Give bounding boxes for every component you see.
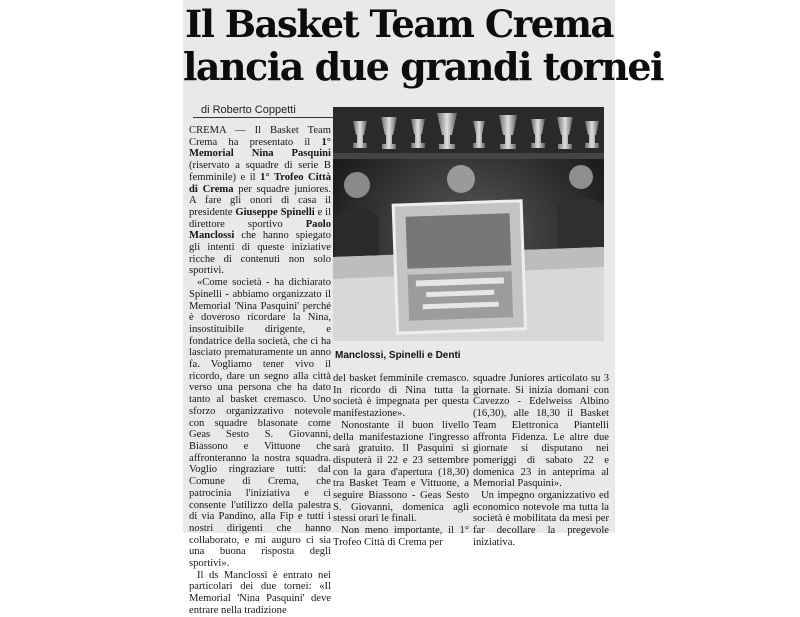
byline-rule	[193, 117, 333, 118]
article-paragraph: «Come società - ha dichiarato Spinelli - abbiamo organizzato il Memorial 'Nina Pasquini' perché è doveroso ricordare la Nina, insostituibile dirigente, e fondatrice della società, che ci ha lasciato prematuramente un anno fa. Vogliamo tener vivo il ricordo, dare un segno alla città verso una persona che ha dato tanto al basket cremasco. Uno sforzo organizzativo notevole con squadre blasonate come Geas Sesto S. Giovanni, Biassono e Vittuone che affronteranno la nostra squadra. Voglio ringraziare tutti: dal Comune di Crema, che patrocinia l'iniziativa e ci consente l'utilizzo della palestra di via Pandino, alla Fip e tutti i nostri dirigenti che hanno collaborato, e mi auguro ci sia una buona risposta degli sportivi».	[189, 277, 331, 570]
headline-line-1: Il Basket Team Crema	[185, 2, 613, 46]
article-paragraph: CREMA — Il Basket Team Crema ha presentato il 1° Memorial Nina Pasquini (riservato a squadre di serie B femminile) e il 1° Trofeo Città di Crema per squadre juniores. A fare gli onori di casa il presidente Giuseppe Spinelli e il direttore sportivo Paolo Manclossi che hanno spiegato gli intenti di queste iniziative ricche di contenuti non solo sportivi.	[189, 125, 332, 277]
article-column-3	[473, 373, 609, 549]
article-photo	[333, 107, 604, 341]
article-paragraph: Un impegno organizzativo ed economico notevole ma tutta la società è mobilitata da mesi per far decollare la pregevole iniziativa.	[473, 490, 609, 548]
photo-image	[333, 107, 604, 341]
article-column-1	[189, 125, 331, 617]
newspaper-clipping	[183, 0, 663, 616]
article-paragraph: Nonostante il buon livello della manifestazione l'ingresso sarà gratuito. Il Pasquini si disputerà il 22 e 23 settembre con la gara d'apertura (18,30) tra Basket Team e Vittuone, a seguire Biassono - Geas Sesto S. Giovanni, domenica agli stessi orari le finali.	[333, 419, 469, 525]
article-column-2	[333, 373, 469, 549]
article-paragraph: del basket femminile cremasco. In ricordo di Nina tutta la società è impegnata per questa manifestazione».	[333, 373, 469, 420]
article-paragraph: Il ds Manclossi è entrato nei particolari dei due tornei: «Il Memorial 'Nina Pasquini' deve entrare nella tradizione	[189, 569, 331, 616]
article-paragraph: Non meno importante, il 1° Trofeo Città di Crema per	[333, 525, 469, 548]
byline: di Roberto Coppetti	[201, 104, 296, 116]
headline-line-2: lancia due grandi tornei	[183, 44, 663, 89]
article-paragraph: squadre Juniores articolato su 3 giornate. Si inizia domani con Cavezzo - Edelweiss Albino (16,30), alle 18,30 il Basket Team Elettronica Piantelli affronta Fidenza. Le altre due giornate si disputano nei pomeriggi di sabato 22 e domenica 23 in anteprima al Memorial Pasquini».	[473, 373, 609, 490]
photo-caption: Manclossi, Spinelli e Denti	[335, 350, 461, 361]
